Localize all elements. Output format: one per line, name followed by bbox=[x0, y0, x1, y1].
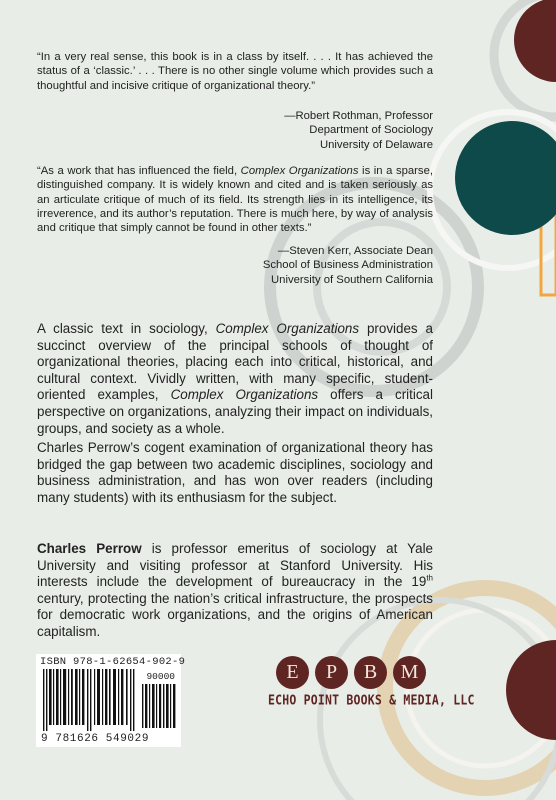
isbn-label: ISBN 978-1-62654-902-9 bbox=[40, 656, 186, 668]
desc-p1-c: offers a critical perspective on organizations, analyzing their impact on individuals, groups, and society as a whole. bbox=[37, 387, 433, 436]
isbn-number: 9 781626 549029 bbox=[41, 733, 150, 745]
quote-2-department: School of Business Administration bbox=[262, 259, 433, 272]
quote-1-author: —Robert Rothman, Professor bbox=[284, 110, 433, 122]
description-paragraph-1 bbox=[37, 321, 433, 437]
publisher-name: ECHO POINT BOOKS & MEDIA, LLC bbox=[268, 691, 475, 709]
logo-letter-p: P bbox=[315, 656, 348, 689]
quote-1: “In a very real sense, this book is in a class by itself. . . . It has achieved the status of a ‘classic.’ . . . There is no other single volume which provides such a thoughtful and incisive critique of organizational theory.” bbox=[37, 51, 433, 92]
quote-1-attribution bbox=[37, 109, 433, 152]
price-code: 90000 bbox=[146, 671, 175, 682]
desc-p1-a: A classic text in sociology, bbox=[37, 321, 216, 336]
desc-p1-b: provides a succinct overview of the principal schools of thought of organizational theories, placing each into critical, historical, and cultural context. Vividly written, with many specific, student-oriented examples, bbox=[37, 321, 433, 403]
quote-2-text-before: “As a work that has influenced the field, bbox=[37, 165, 241, 177]
maroon-circle-bottom bbox=[506, 640, 556, 740]
quote-2-university: University of Southern California bbox=[271, 273, 433, 286]
logo-letter-m: M bbox=[393, 656, 426, 689]
author-bio-b: century, protecting the nation’s critical infrastructure, the prospects for democratic work organizations, and the origins of American capitalism. bbox=[37, 590, 433, 639]
description-paragraph-2: Charles Perrow’s cogent examination of organizational theory has bridged the gap between two academic disciplines, sociology and business administration, and has won over readers (including many students) with its enthusiasm for the subject. bbox=[37, 440, 433, 505]
logo-letter-e: E bbox=[276, 656, 309, 689]
quote-2-text-after: is in a sparse, distinguished company. It is widely known and cited and is taken seriously as an articulate critique of much of its field. Its strength lies in its intelligence, its irreverence, and its author’s reputation. There is much here, by way of analysis and critique that simply cannot be found in other texts.” bbox=[37, 165, 433, 235]
publisher-logo bbox=[268, 656, 475, 709]
author-bio bbox=[37, 541, 433, 641]
logo-letter-b: B bbox=[354, 656, 387, 689]
quote-2-attribution bbox=[37, 244, 433, 287]
isbn-barcode bbox=[36, 654, 186, 747]
teal-circle-top bbox=[455, 121, 556, 235]
quote-2-book-title: Complex Organizations bbox=[240, 165, 359, 177]
price-barcode-bars bbox=[142, 684, 176, 728]
barcode-bars bbox=[42, 669, 138, 731]
desc-book-title-2: Complex Organizations bbox=[170, 387, 319, 403]
author-bio-sup: th bbox=[426, 573, 433, 583]
author-name: Charles Perrow bbox=[37, 541, 142, 556]
quote-2-author: —Steven Kerr, Associate Dean bbox=[277, 245, 433, 257]
quote-2 bbox=[37, 164, 433, 235]
quote-1-department: Department of Sociology bbox=[309, 124, 433, 137]
desc-book-title: Complex Organizations bbox=[215, 321, 360, 336]
author-bio-a: is professor emeritus of sociology at Yale University and visiting professor at Stanford University. His interests include the development of bureaucracy in the 19 bbox=[37, 541, 433, 590]
maroon-circle-top bbox=[514, 0, 556, 82]
quote-1-university: University of Delaware bbox=[319, 138, 433, 151]
